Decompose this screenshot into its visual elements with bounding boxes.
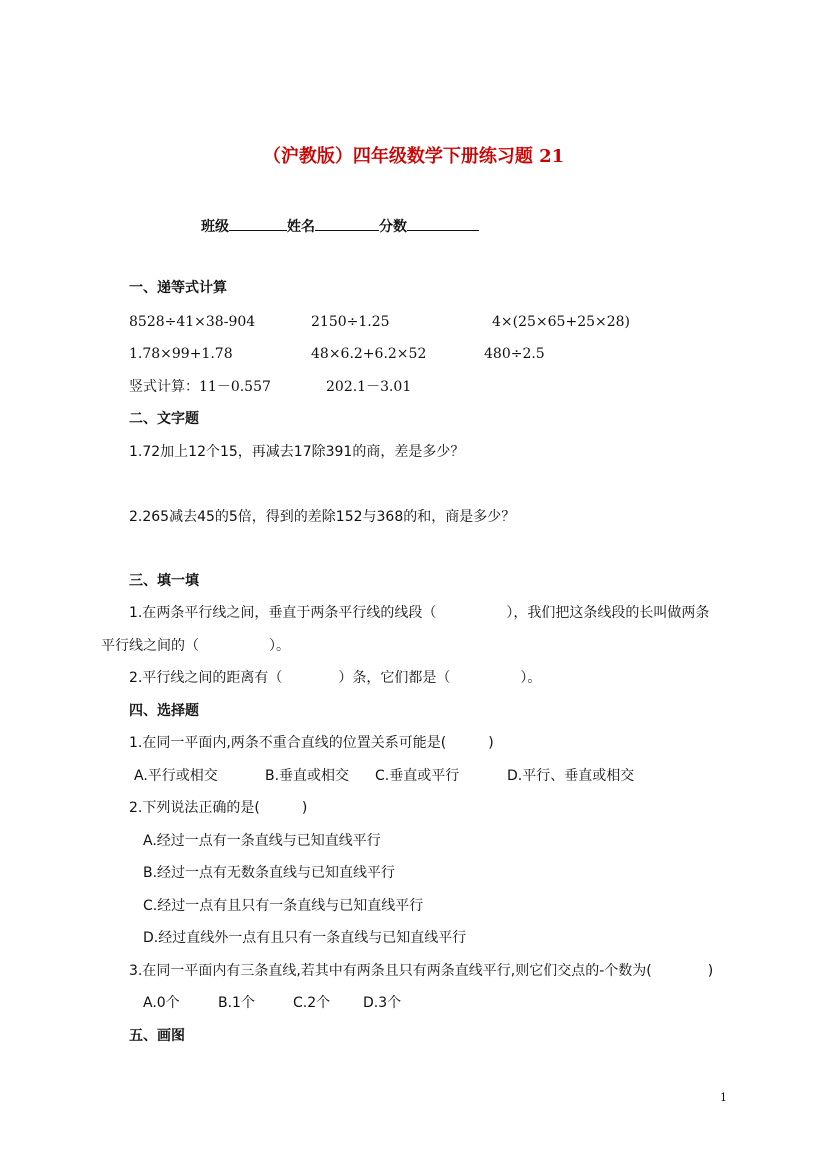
vertical-calc-2: 202.1－3.01 [326,379,412,395]
choice-option: C.经过一点有且只有一条直线与已知直线平行 [143,898,424,914]
calc-expr: 8528÷41×38-904 [129,314,256,330]
choice-option: C.垂直或平行 [375,768,460,784]
vertical-calc-1: 竖式计算：11－0.557 [129,379,271,395]
page-title: （沪教版）四年级数学下册练习题 21 [262,146,565,167]
section-heading-calc: 一、递等式计算 [129,280,227,296]
fill-question-1: 1.在两条平行线之间，垂直于两条平行线的线段（ ），我们把这条线段的长叫做两条 [129,605,710,621]
calc-expr: 2150÷1.25 [311,314,390,330]
choice-option: B.经过一点有无数条直线与已知直线平行 [143,865,396,881]
student-info-line [201,216,479,236]
section-heading-word: 二、文字题 [129,411,199,427]
score-blank[interactable] [407,216,479,231]
choice-option: D.平行、垂直或相交 [507,768,635,784]
class-blank[interactable] [229,216,287,231]
calc-expr: 480÷2.5 [484,346,545,362]
choice-option: A.经过一点有一条直线与已知直线平行 [143,833,381,849]
calc-expr: 1.78×99+1.78 [129,346,233,362]
section-heading-draw: 五、画图 [129,1028,185,1044]
calc-expr: 48×6.2+6.2×52 [311,346,427,362]
word-question-2: 2.265减去45的5倍，得到的差除152与368的和，商是多少？ [129,509,516,525]
section-heading-choice: 四、选择题 [129,703,199,719]
fill-question-2: 2.平行线之间的距离有（ ）条，它们都是（ ）。 [129,670,542,686]
section-heading-fill: 三、填一填 [129,573,199,589]
choice-option: A.0个 [143,995,180,1011]
choice-option: C.2个 [293,995,331,1011]
choice-option: D.3个 [363,995,402,1011]
name-label: 姓名 [287,219,315,235]
choice-question-3: 3.在同一平面内有三条直线,若其中有两条且只有两条直线平行,则它们交点的-个数为( ) [129,963,714,979]
choice-option: B.垂直或相交 [265,768,350,784]
word-question-1: 1.72加上12个15，再减去17除391的商，差是多少？ [129,444,465,460]
score-label: 分数 [379,219,407,235]
choice-option: B.1个 [218,995,255,1011]
page-number: 1 [720,1091,727,1104]
choice-question-1: 1.在同一平面内,两条不重合直线的位置关系可能是( ) [129,735,494,751]
name-blank[interactable] [315,216,379,231]
class-label: 班级 [201,219,229,235]
choice-option: A.平行或相交 [134,768,218,784]
fill-question-1-cont: 平行线之间的（ ）。 [101,638,290,654]
calc-expr: 4×(25×65+25×28) [492,314,631,330]
choice-question-2: 2.下列说法正确的是( ) [129,800,308,816]
choice-option: D.经过直线外一点有且只有一条直线与已知直线平行 [143,930,467,946]
